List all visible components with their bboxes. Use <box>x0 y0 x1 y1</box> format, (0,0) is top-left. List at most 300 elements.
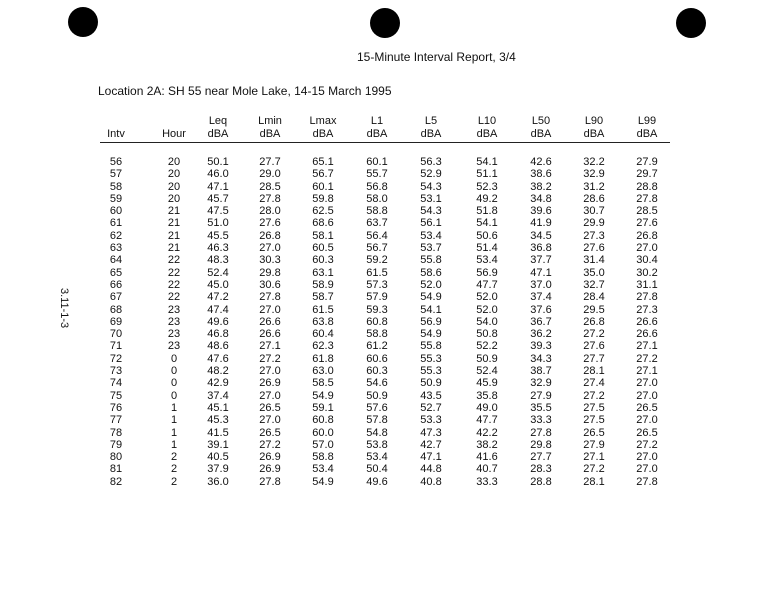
table-cell: 26.9 <box>259 463 281 476</box>
table-cell: 39.6 <box>530 205 552 218</box>
table-cell: 76 <box>109 401 123 414</box>
table-cell: 29.8 <box>530 438 552 451</box>
table-cell: 27.0 <box>636 389 658 402</box>
table-cell: 56.3 <box>420 156 442 168</box>
table-cell: 27.2 <box>583 328 605 341</box>
column-header <box>464 115 510 141</box>
table-cell: 61.8 <box>312 352 334 365</box>
table-cell: 36.8 <box>530 242 552 255</box>
table-cell: 61.5 <box>366 266 388 279</box>
table-cell: 33.3 <box>476 475 498 488</box>
table-cell: 56 <box>109 156 123 168</box>
table-cell: 27.8 <box>259 475 281 488</box>
table-cell: 50.9 <box>366 389 388 402</box>
table-cell: 27.0 <box>636 451 658 464</box>
table-cell: 54.8 <box>366 426 388 439</box>
table-row <box>100 230 674 242</box>
table-cell: 56.1 <box>420 217 442 230</box>
table-row <box>100 451 674 463</box>
table-cell: 32.9 <box>583 168 605 181</box>
table-cell: 46.8 <box>207 328 229 341</box>
table-cell: 41.6 <box>476 451 498 464</box>
table-cell: 26.5 <box>583 426 605 439</box>
table-cell: 58.8 <box>312 451 334 464</box>
table-cell: 52.9 <box>420 168 442 181</box>
punch-hole-left <box>68 7 98 37</box>
table-cell: 39.1 <box>207 438 229 451</box>
table-cell: 45.7 <box>207 192 229 205</box>
table-row <box>100 476 674 488</box>
table-cell: 55.7 <box>366 168 388 181</box>
table-cell: 44.8 <box>420 463 442 476</box>
table-cell: 26.9 <box>259 377 281 390</box>
table-row <box>100 279 674 291</box>
table-cell: 55.3 <box>420 352 442 365</box>
table-cell: 53.4 <box>476 254 498 267</box>
table-cell: 60.6 <box>366 352 388 365</box>
table-cell: 28.4 <box>583 291 605 304</box>
table-row <box>100 328 674 340</box>
table-cell: 50.4 <box>366 463 388 476</box>
table-cell: 23 <box>167 303 181 316</box>
table-cell: 29.8 <box>259 266 281 279</box>
table-cell: 47.5 <box>207 205 229 218</box>
table-cell: 68.6 <box>312 217 334 230</box>
table-cell: 78 <box>109 426 123 439</box>
table-cell: 62 <box>109 229 123 242</box>
table-cell: 27.0 <box>259 365 281 378</box>
table-cell: 56.4 <box>366 229 388 242</box>
table-cell: 62.3 <box>312 340 334 353</box>
table-cell: 67 <box>109 291 123 304</box>
table-cell: 27.8 <box>530 426 552 439</box>
table-cell: 70 <box>109 328 123 341</box>
table-cell: 27.6 <box>259 217 281 230</box>
table-cell: 26.5 <box>636 426 658 439</box>
table-cell: 54.3 <box>420 180 442 193</box>
table-cell: 27.8 <box>259 291 281 304</box>
table-cell: 27.0 <box>636 414 658 427</box>
table-cell: 52.0 <box>420 278 442 291</box>
table-cell: 53.7 <box>420 242 442 255</box>
table-cell: 21 <box>167 217 181 230</box>
table-cell: 73 <box>109 365 123 378</box>
table-cell: 42.7 <box>420 438 442 451</box>
table-cell: 21 <box>167 229 181 242</box>
table-row <box>100 267 674 279</box>
table-cell: 49.2 <box>476 192 498 205</box>
column-header-unit: dBA <box>366 128 388 140</box>
table-cell: 31.1 <box>636 278 658 291</box>
column-header <box>354 115 400 141</box>
column-header-unit: dBA <box>530 128 552 140</box>
table-cell: 79 <box>109 438 123 451</box>
column-header-name: L1 <box>370 115 384 127</box>
table-cell: 27.9 <box>636 156 658 168</box>
table-cell: 54.9 <box>420 328 442 341</box>
table-cell: 45.3 <box>207 414 229 427</box>
table-cell: 28.3 <box>530 463 552 476</box>
table-cell: 36.0 <box>207 475 229 488</box>
table-cell: 60.8 <box>366 315 388 328</box>
table-cell: 26.5 <box>259 426 281 439</box>
table-cell: 63.0 <box>312 365 334 378</box>
table-cell: 81 <box>109 463 123 476</box>
table-cell: 72 <box>109 352 123 365</box>
table-cell: 0 <box>170 365 178 378</box>
table-cell: 58.0 <box>366 192 388 205</box>
column-header: Hour <box>162 128 186 140</box>
column-header-name: L90 <box>584 115 604 127</box>
column-header-unit: dBA <box>420 128 442 140</box>
table-cell: 28.1 <box>583 365 605 378</box>
table-cell: 20 <box>167 168 181 181</box>
table-cell: 38.7 <box>530 365 552 378</box>
table-cell: 38.6 <box>530 168 552 181</box>
table-cell: 35.8 <box>476 389 498 402</box>
table-cell: 29.0 <box>259 168 281 181</box>
column-header <box>408 115 454 141</box>
table-cell: 27.4 <box>583 377 605 390</box>
table-cell: 61.2 <box>366 340 388 353</box>
table-cell: 32.7 <box>583 278 605 291</box>
table-cell: 58.9 <box>312 278 334 291</box>
table-cell: 34.3 <box>530 352 552 365</box>
table-cell: 46.3 <box>207 242 229 255</box>
table-cell: 49.6 <box>207 315 229 328</box>
table-cell: 54.9 <box>420 291 442 304</box>
column-header-name: Leq <box>208 115 228 127</box>
table-cell: 36.2 <box>530 328 552 341</box>
table-cell: 28.5 <box>259 180 281 193</box>
table-cell: 1 <box>170 426 178 439</box>
table-cell: 61 <box>109 217 123 230</box>
table-cell: 32.9 <box>530 377 552 390</box>
column-header-unit: dBA <box>259 128 281 140</box>
table-cell: 1 <box>170 438 178 451</box>
table-cell: 60.0 <box>312 426 334 439</box>
table-cell: 22 <box>167 278 181 291</box>
table-row <box>100 291 674 303</box>
table-row <box>100 377 674 389</box>
table-cell: 27.7 <box>259 156 281 168</box>
table-cell: 57.6 <box>366 401 388 414</box>
table-cell: 2 <box>170 475 178 488</box>
table-cell: 47.1 <box>207 180 229 193</box>
table-cell: 26.8 <box>583 315 605 328</box>
noise-data-table <box>100 115 674 488</box>
table-cell: 75 <box>109 389 123 402</box>
column-header-unit: dBA <box>583 128 605 140</box>
table-cell: 52.0 <box>476 291 498 304</box>
table-cell: 80 <box>109 451 123 464</box>
table-row <box>100 353 674 365</box>
table-cell: 54.9 <box>312 389 334 402</box>
table-cell: 63.8 <box>312 315 334 328</box>
table-cell: 27.3 <box>583 229 605 242</box>
table-cell: 26.6 <box>636 328 658 341</box>
table-cell: 27.0 <box>636 377 658 390</box>
table-cell: 27.1 <box>636 365 658 378</box>
table-row <box>100 414 674 426</box>
table-cell: 26.9 <box>259 451 281 464</box>
table-body <box>100 156 674 488</box>
table-cell: 60.1 <box>312 180 334 193</box>
table-cell: 82 <box>109 475 123 488</box>
table-cell: 54.1 <box>476 217 498 230</box>
table-cell: 27.2 <box>259 438 281 451</box>
table-cell: 60.3 <box>366 365 388 378</box>
table-cell: 60.4 <box>312 328 334 341</box>
table-cell: 20 <box>167 156 181 168</box>
table-cell: 57.0 <box>312 438 334 451</box>
table-cell: 60 <box>109 205 123 218</box>
table-cell: 27.0 <box>259 414 281 427</box>
table-row <box>100 340 674 352</box>
table-row <box>100 402 674 414</box>
table-cell: 53.4 <box>312 463 334 476</box>
table-cell: 27.8 <box>636 192 658 205</box>
table-cell: 37.4 <box>530 291 552 304</box>
table-cell: 51.8 <box>476 205 498 218</box>
table-cell: 39.3 <box>530 340 552 353</box>
column-header <box>195 115 241 141</box>
table-row <box>100 205 674 217</box>
table-cell: 61.5 <box>312 303 334 316</box>
table-cell: 26.5 <box>259 401 281 414</box>
table-cell: 47.7 <box>476 278 498 291</box>
table-cell: 27.5 <box>583 401 605 414</box>
table-row <box>100 181 674 193</box>
table-cell: 48.6 <box>207 340 229 353</box>
table-cell: 52.7 <box>420 401 442 414</box>
table-row <box>100 242 674 254</box>
table-cell: 59.3 <box>366 303 388 316</box>
table-cell: 69 <box>109 315 123 328</box>
table-cell: 27.5 <box>583 414 605 427</box>
table-cell: 0 <box>170 352 178 365</box>
table-cell: 30.4 <box>636 254 658 267</box>
table-cell: 23 <box>167 315 181 328</box>
location-heading: Location 2A: SH 55 near Mole Lake, 14-15 March 1995 <box>98 84 392 98</box>
table-cell: 52.2 <box>476 340 498 353</box>
column-header <box>247 115 293 141</box>
column-header <box>300 115 346 141</box>
punch-hole-right <box>676 8 706 38</box>
table-cell: 53.3 <box>420 414 442 427</box>
table-cell: 63 <box>109 242 123 255</box>
table-cell: 59.2 <box>366 254 388 267</box>
table-cell: 47.1 <box>420 451 442 464</box>
table-cell: 22 <box>167 254 181 267</box>
table-cell: 23 <box>167 328 181 341</box>
column-header-name: Lmin <box>258 115 282 127</box>
table-row <box>100 156 674 168</box>
table-cell: 28.8 <box>530 475 552 488</box>
table-cell: 28.5 <box>636 205 658 218</box>
page-id: 3.11-1-3 <box>58 288 70 329</box>
table-cell: 49.0 <box>476 401 498 414</box>
column-header-unit: dBA <box>476 128 498 140</box>
table-cell: 48.3 <box>207 254 229 267</box>
table-cell: 27.8 <box>636 291 658 304</box>
table-cell: 54.1 <box>420 303 442 316</box>
table-cell: 35.0 <box>583 266 605 279</box>
table-cell: 53.4 <box>366 451 388 464</box>
table-row <box>100 390 674 402</box>
table-row <box>100 365 674 377</box>
table-row <box>100 316 674 328</box>
table-cell: 40.7 <box>476 463 498 476</box>
table-cell: 28.1 <box>583 475 605 488</box>
table-row <box>100 168 674 180</box>
table-cell: 26.8 <box>259 229 281 242</box>
table-cell: 27.9 <box>530 389 552 402</box>
table-cell: 58.8 <box>366 205 388 218</box>
table-cell: 74 <box>109 377 123 390</box>
table-cell: 47.3 <box>420 426 442 439</box>
table-cell: 29.7 <box>636 168 658 181</box>
table-cell: 55.8 <box>420 254 442 267</box>
table-cell: 45.5 <box>207 229 229 242</box>
table-cell: 64 <box>109 254 123 267</box>
table-cell: 40.5 <box>207 451 229 464</box>
table-cell: 42.9 <box>207 377 229 390</box>
table-row <box>100 427 674 439</box>
table-cell: 50.8 <box>476 328 498 341</box>
table-cell: 28.8 <box>636 180 658 193</box>
table-cell: 28.6 <box>583 192 605 205</box>
table-cell: 52.3 <box>476 180 498 193</box>
column-header-unit: dBA <box>207 128 229 140</box>
table-cell: 31.2 <box>583 180 605 193</box>
table-cell: 41.9 <box>530 217 552 230</box>
column-header <box>571 115 617 141</box>
table-cell: 52.0 <box>476 303 498 316</box>
table-cell: 21 <box>167 242 181 255</box>
table-cell: 33.3 <box>530 414 552 427</box>
column-header-name: L10 <box>477 115 497 127</box>
table-cell: 30.3 <box>259 254 281 267</box>
table-cell: 59 <box>109 192 123 205</box>
table-cell: 77 <box>109 414 123 427</box>
table-cell: 26.6 <box>259 315 281 328</box>
table-cell: 31.4 <box>583 254 605 267</box>
table-cell: 54.1 <box>476 156 498 168</box>
table-cell: 66 <box>109 278 123 291</box>
table-cell: 50.6 <box>476 229 498 242</box>
table-cell: 63.1 <box>312 266 334 279</box>
table-header <box>100 115 674 141</box>
table-cell: 47.4 <box>207 303 229 316</box>
table-cell: 27.1 <box>583 451 605 464</box>
table-cell: 28.0 <box>259 205 281 218</box>
table-cell: 55.8 <box>420 340 442 353</box>
table-cell: 27.7 <box>583 352 605 365</box>
table-cell: 65 <box>109 266 123 279</box>
table-cell: 27.2 <box>259 352 281 365</box>
table-cell: 55.3 <box>420 365 442 378</box>
table-cell: 38.2 <box>530 180 552 193</box>
table-cell: 26.5 <box>636 401 658 414</box>
table-cell: 32.2 <box>583 156 605 168</box>
table-cell: 20 <box>167 192 181 205</box>
table-cell: 48.2 <box>207 365 229 378</box>
table-cell: 54.0 <box>476 315 498 328</box>
table-cell: 27.0 <box>259 389 281 402</box>
table-cell: 59.8 <box>312 192 334 205</box>
table-cell: 27.2 <box>636 352 658 365</box>
table-cell: 60.3 <box>312 254 334 267</box>
table-cell: 27.0 <box>259 242 281 255</box>
table-cell: 53.1 <box>420 192 442 205</box>
table-cell: 26.8 <box>636 229 658 242</box>
column-header-unit: dBA <box>636 128 658 140</box>
header-rule <box>100 142 670 143</box>
punch-hole-center <box>370 8 400 38</box>
column-header <box>518 115 564 141</box>
table-cell: 57.8 <box>366 414 388 427</box>
table-cell: 27.0 <box>636 463 658 476</box>
table-cell: 57.3 <box>366 278 388 291</box>
table-cell: 26.6 <box>636 315 658 328</box>
column-header: Intv <box>107 128 125 140</box>
table-cell: 45.0 <box>207 278 229 291</box>
table-cell: 30.6 <box>259 278 281 291</box>
table-cell: 58 <box>109 180 123 193</box>
table-cell: 53.8 <box>366 438 388 451</box>
table-cell: 51.1 <box>476 168 498 181</box>
table-cell: 68 <box>109 303 123 316</box>
table-cell: 34.8 <box>530 192 552 205</box>
table-cell: 60.8 <box>312 414 334 427</box>
table-cell: 0 <box>170 389 178 402</box>
column-header-name: L99 <box>637 115 657 127</box>
column-header <box>624 115 670 141</box>
table-cell: 29.5 <box>583 303 605 316</box>
table-row <box>100 463 674 475</box>
table-cell: 27.1 <box>636 340 658 353</box>
table-cell: 56.8 <box>366 180 388 193</box>
table-cell: 2 <box>170 451 178 464</box>
table-cell: 71 <box>109 340 123 353</box>
table-cell: 27.0 <box>636 242 658 255</box>
table-cell: 37.0 <box>530 278 552 291</box>
table-cell: 27.6 <box>583 340 605 353</box>
table-cell: 27.1 <box>259 340 281 353</box>
table-cell: 35.5 <box>530 401 552 414</box>
table-cell: 40.8 <box>420 475 442 488</box>
table-cell: 30.2 <box>636 266 658 279</box>
table-cell: 45.9 <box>476 377 498 390</box>
table-cell: 50.9 <box>420 377 442 390</box>
table-cell: 47.6 <box>207 352 229 365</box>
table-cell: 58.7 <box>312 291 334 304</box>
table-cell: 22 <box>167 266 181 279</box>
table-cell: 27.9 <box>583 438 605 451</box>
table-cell: 20 <box>167 180 181 193</box>
column-header-name: Lmax <box>309 115 337 127</box>
table-cell: 50.9 <box>476 352 498 365</box>
table-cell: 37.7 <box>530 254 552 267</box>
table-cell: 27.2 <box>583 389 605 402</box>
table-cell: 30.7 <box>583 205 605 218</box>
table-cell: 56.9 <box>420 315 442 328</box>
table-cell: 34.5 <box>530 229 552 242</box>
table-cell: 27.0 <box>259 303 281 316</box>
table-cell: 27.6 <box>583 242 605 255</box>
table-cell: 27.8 <box>636 475 658 488</box>
